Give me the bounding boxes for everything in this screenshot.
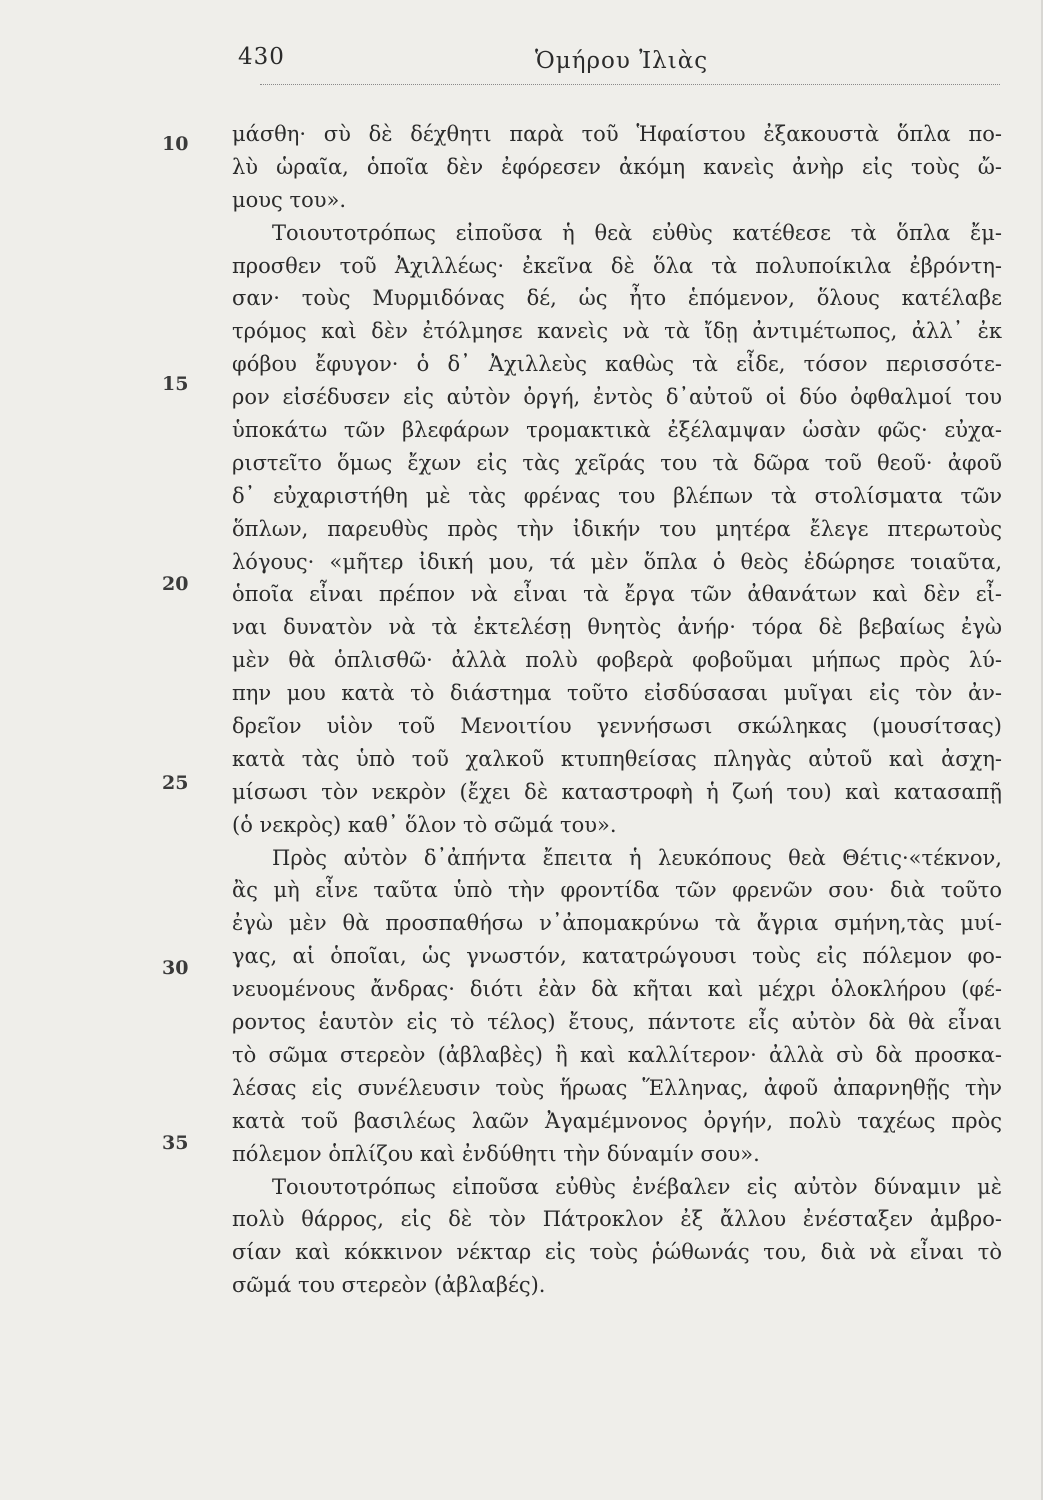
text-line: (ὁ νεκρὸς) καθ᾽ ὅλον τὸ σῶμά του». (232, 812, 617, 837)
page-header (0, 40, 1043, 80)
text-line: μους του». (232, 187, 347, 212)
text-line: νευομένους ἄνδρας· διότι ἐὰν δὰ κῆται καὶ μέχρι ὁλοκλήρου (φέ- (232, 977, 1002, 1002)
body-text (232, 118, 1002, 1302)
line-number-15: 15 (162, 373, 189, 395)
text-line: μὲν θὰ ὁπλισθῶ· ἀλλὰ πολὺ φοβερὰ φοβοῦμαι μήπως πρὸς λύ- (232, 648, 1002, 673)
text-line: Τοιουτοτρόπως εἰποῦσα ἡ θεὰ εὐθὺς κατέθεσε τὰ ὅπλα ἔμ- (272, 220, 1002, 245)
text-line: τρόμος καὶ δὲν ἐτόλμησε κανεὶς νὰ τὰ ἴδῃ ἀντιμέτωπος, ἀλλ᾽ ἐκ (232, 319, 1002, 344)
text-line: Πρὸς αὐτὸν δ᾽ἀπήντα ἔπειτα ἡ λευκόπους θεὰ Θέτις·«τέκνον, (272, 845, 1002, 870)
line-number-20: 20 (162, 573, 189, 595)
text-line: ὑποκάτω τῶν βλεφάρων τρομακτικὰ ἐξέλαμψαν ὡσὰν φῶς· εὐχα- (232, 418, 1002, 443)
text-line: ναι δυνατὸν νὰ τὰ ἐκτελέσῃ θνητὸς ἀνήρ· τόρα δὲ βεβαίως ἐγὼ (232, 615, 1002, 640)
text-line: ἂς μὴ εἶνε ταῦτα ὑπὸ τὴν φροντίδα τῶν φρενῶν σου· διὰ τοῦτο (232, 878, 1002, 903)
line-number-10: 10 (162, 133, 189, 155)
text-line: ριστεῖτο ὅμως ἔχων εἰς τὰς χεῖράς του τὰ δῶρα τοῦ θεοῦ· ἀφοῦ (232, 450, 1002, 475)
text-line: Τοιουτοτρόπως εἰποῦσα εὐθὺς ἐνέβαλεν εἰς αὐτὸν δύναμιν μὲ (272, 1174, 1002, 1199)
line-number-35: 35 (162, 1132, 189, 1154)
text-line: ροντος ἑαυτὸν εἰς τὸ τέλος) ἔτους, πάντοτε εἶς αὐτὸν δὰ θὰ εἶναι (232, 1010, 1002, 1035)
text-line: ὅπλων, παρευθὺς πρὸς τὴν ἰδικήν του μητέρα ἔλεγε πτερωτοὺς (232, 516, 1002, 541)
page-number: 430 (238, 44, 285, 70)
text-line: δ᾽ εὐχαριστήθη μὲ τὰς φρένας του βλέπων τὰ στολίσματα τῶν (232, 483, 1002, 508)
text-line: λέσας εἰς συνέλευσιν τοὺς ἥρωας Ἕλληνας, ἀφοῦ ἀπαρνηθῇς τὴν (232, 1075, 1002, 1100)
text-line: δρεῖον υἱὸν τοῦ Μενοιτίου γεννήσωσι σκώληκας (μουσίτσας) (232, 714, 1002, 739)
text-line: μίσωσι τὸν νεκρὸν (ἔχει δὲ καταστροφὴ ἡ ζωή του) καὶ κατασαπῇ (232, 779, 1002, 804)
header-rule (260, 84, 1000, 85)
text-line: λὺ ὡραῖα, ὁποῖα δὲν ἐφόρεσεν ἀκόμη κανεὶς ἀνὴρ εἰς τοὺς ὤ- (232, 154, 1002, 179)
line-number-30: 30 (162, 957, 189, 979)
text-line: φόβου ἔφυγον· ὁ δ᾽ Ἀχιλλεὺς καθὼς τὰ εἶδε, τόσον περισσότε- (232, 352, 1002, 377)
text-line: προσθεν τοῦ Ἀχιλλέως· ἐκεῖνα δὲ ὅλα τὰ πολυποίκιλα ἐβρόντη- (232, 253, 1002, 278)
text-line: πην μου κατὰ τὸ διάστημα τοῦτο εἰσδύσασαι μυῖγαι εἰς τὸν ἀν- (232, 681, 1002, 706)
line-number-25: 25 (162, 772, 189, 794)
running-title: Ὁμήρου Ἰλιὰς (535, 48, 709, 74)
text-line: σίαν καὶ κόκκινον νέκταρ εἰς τοὺς ῥώθωνάς του, διὰ νὰ εἶναι τὸ (232, 1240, 1002, 1265)
text-line: σῶμά του στερεὸν (ἀβλαβές). (232, 1273, 546, 1298)
text-line: πόλεμον ὁπλίζου καὶ ἐνδύθητι τὴν δύναμίν σου». (232, 1141, 760, 1166)
text-line: πολὺ θάρρος, εἰς δὲ τὸν Πάτροκλον ἐξ ἄλλου ἐνέσταξεν ἀμβρο- (232, 1207, 1002, 1232)
text-line: ρον εἰσέδυσεν εἰς αὐτὸν ὀργή, ἐντὸς δ᾽αὐτοῦ οἱ δύο ὀφθαλμοί του (232, 385, 1002, 410)
text-line: κατὰ τὰς ὑπὸ τοῦ χαλκοῦ κτυπηθείσας πληγὰς αὐτοῦ καὶ ἀσχη- (232, 746, 1002, 771)
text-line: μάσθη· σὺ δὲ δέχθητι παρὰ τοῦ Ἡφαίστου ἐξακουστὰ ὅπλα πο- (232, 122, 1002, 146)
text-line: ὁποῖα εἶναι πρέπον νὰ εἶναι τὰ ἔργα τῶν ἀθανάτων καὶ δὲν εἶ- (232, 582, 1002, 607)
text-line: ἐγὼ μὲν θὰ προσπαθήσω ν᾽ἀπομακρύνω τὰ ἄγρια σμήνη,τὰς μυί- (232, 911, 1002, 936)
text-line: γας, αἱ ὁποῖαι, ὡς γνωστόν, κατατρώγουσι τοὺς εἰς πόλεμον φο- (232, 944, 1002, 969)
text-line: σαν· τοὺς Μυρμιδόνας δέ, ὡς ἦτο ἑπόμενον, ὅλους κατέλαβε (232, 286, 1002, 311)
text-line: τὸ σῶμα στερεὸν (ἀβλαβὲς) ἢ καὶ καλλίτερον· ἀλλὰ σὺ δὰ προσκα- (232, 1042, 1002, 1067)
text-line: λόγους· «μῆτερ ἰδική μου, τά μὲν ὅπλα ὁ θεὸς ἐδώρησε τοιαῦτα, (232, 549, 1002, 574)
text-line: κατὰ τοῦ βασιλέως λαῶν Ἀγαμέμνονος ὀργήν, πολὺ ταχέως πρὸς (232, 1108, 1002, 1133)
